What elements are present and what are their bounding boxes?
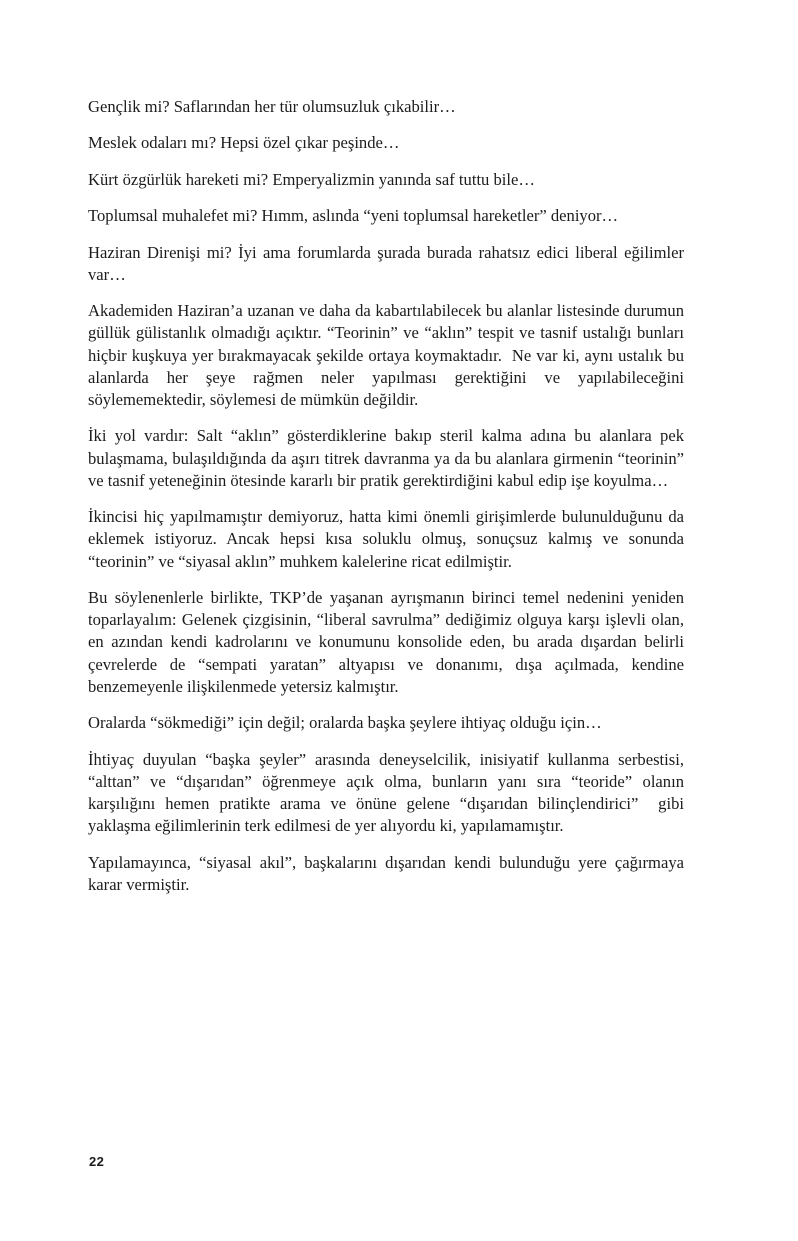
paragraph: Toplumsal muhalefet mi? Hımm, aslında “yeni toplumsal hareketler” deniyor… [88, 206, 619, 226]
paragraph: Meslek odaları mı? Hepsi özel çıkar peşinde… [88, 133, 400, 153]
paragraph: İkincisi hiç yapılmamıştır demiyoruz, hatta kimi önemli girişimlerde bulunulduğunu da eklemek istiyoruz. Ancak hepsi kısa soluklu olmuş, sonuçsuz kalmış ve sonunda “teorinin” ve “siyasal aklın” muhkem kalelerine ricat edilmiştir. [88, 507, 689, 571]
paragraph: İki yol vardır: Salt “aklın” gösterdiklerine bakıp steril kalma adına bu alanlara pek bulaşmama, bulaşıldığında da aşırı titrek davranma ya da bu alanlara girmenin “teorinin” ve tasnif yeteneğinin ötesinde kararlı bir pratik gerektirdiğini kabul edip işe koyulma… [88, 426, 689, 490]
paragraph: Yapılamayınca, “siyasal akıl”, başkalarını dışarıdan kendi bulunduğu yere çağırmaya karar vermiştir. [88, 852, 689, 894]
body-text-column [88, 96, 689, 896]
paragraph: Oralarda “sökmediği” için değil; oralarda başka şeylere ihtiyaç olduğu için… [88, 713, 602, 733]
paragraph: İhtiyaç duyulan “başka şeyler” arasında deneyselcilik, inisiyatif kullanma serbestisi, “alttan” ve “dışarıdan” öğrenmeye açık olma, bunların yanı sıra “teoride” olanın karşılığını hemen pratikte arama ve önüne gelene “dışarıdan bilinçlendirici” gibi yaklaşma eğilimlerinin terk edilmesi de yer alıyordu ki, yapılamamıştır. [88, 749, 689, 836]
paragraph: Gençlik mi? Saflarından her tür olumsuzluk çıkabilir… [88, 97, 456, 116]
paragraph: Kürt özgürlük hareketi mi? Emperyalizmin yanında saf tuttu bile… [88, 169, 535, 189]
paragraph: Bu söylenenlerle birlikte, TKP’de yaşanan ayrışmanın birinci temel nedenini yeniden toparlayalım: Gelenek çizgisinin, “liberal savrulma” dediğimiz olguya karşı işlevli olan, en azından kendi kadrolarını ve konumunu konsolide eden, bu arada dışardan belirli çevrelerde de “sempati yaratan” altyapısı ve donanımı, dışa açılmada, kendine benzemeyenle ilişkilenmede yetersiz kalmıştır. [88, 587, 689, 696]
page-number: 22 [89, 1154, 105, 1169]
paragraph: Haziran Direnişi mi? İyi ama forumlarda şurada burada rahatsız edici liberal eğilimler var… [88, 242, 689, 284]
paragraph: Akademiden Haziran’a uzanan ve daha da kabartılabilecek bu alanlar listesinde durumun güllük gülistanlık olmadığı açıktır. “Teorinin” ve “aklın” tespit ve tasnif ustalığı bunları hiçbir kuşkuya yer bırakmayacak şekilde ortaya koymaktadır. Ne var ki, aynı ustalık bu alanlarda her şeye rağmen neler yapılması gerektiğini ve yapılabileceğini söylememektedir, söylemesi de mümkün değildir. [88, 301, 689, 409]
